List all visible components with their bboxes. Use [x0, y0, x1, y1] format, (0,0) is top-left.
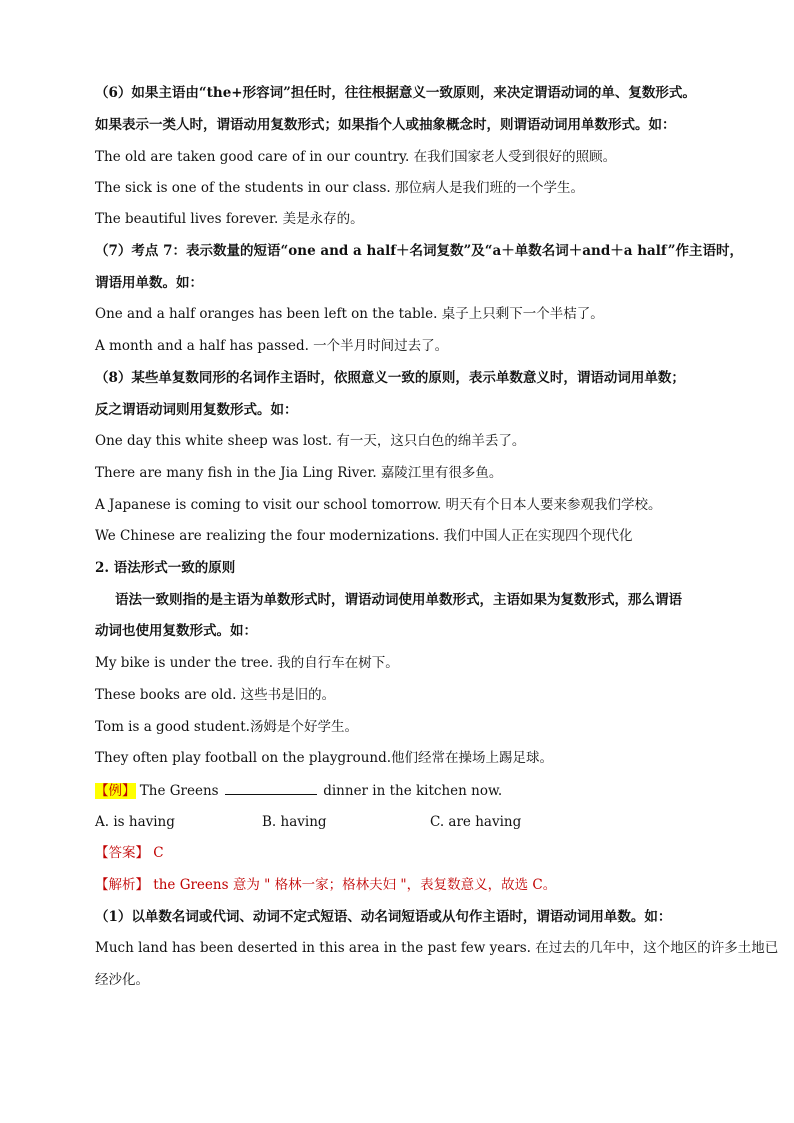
- example-post: dinner in the kitchen now.: [323, 783, 503, 799]
- answer-blank: [225, 780, 317, 795]
- example-g-3: Tom is a good student.汤姆是个好学生。: [95, 719, 358, 735]
- answer-line: [95, 843, 164, 863]
- rule-8-line-1: （8）某些单复数同形的名词作主语时，依照意义一致的原则，表示单数意义时，谓语动词用单数；: [95, 370, 685, 386]
- section-heading-2: 2. 语法形式一致的原则: [95, 560, 236, 576]
- example-8-4: We Chinese are realizing the four modernizations. 我们中国人正在实现四个现代化: [95, 528, 633, 544]
- grammar-rule-line-2: 动词也使用复数形式。如：: [95, 623, 257, 639]
- example-g-4: They often play football on the playground.他们经常在操场上踢足球。: [95, 750, 554, 766]
- example-1-1: Much land has been deserted in this area in the past few years. 在过去的几年中，这个地区的许多土地已: [95, 940, 779, 956]
- example-8-3: A Japanese is coming to visit our school tomorrow. 明天有个日本人要来参观我们学校。: [95, 497, 662, 513]
- example-g-1: My bike is under the tree. 我的自行车在树下。: [95, 655, 399, 671]
- example-7-2: A month and a half has passed. 一个半月时间过去了。: [95, 338, 449, 354]
- example-6-1: The old are taken good care of in our country. 在我们国家老人受到很好的照顾。: [95, 149, 617, 165]
- analysis-line: [95, 875, 556, 895]
- rule-8-line-2: 反之谓语动词则用复数形式。如：: [95, 402, 298, 418]
- example-6-2: The sick is one of the students in our class. 那位病人是我们班的一个学生。: [95, 180, 584, 196]
- example-1-2: 经沙化。: [95, 972, 149, 988]
- example-question: [95, 780, 502, 801]
- rule-1-line-1: （1）以单数名词或代词、动词不定式短语、动名词短语或从句作主语时，谓语动词用单数。如：: [95, 909, 672, 925]
- answer-tag: 【答案】: [95, 845, 149, 861]
- option-b: B. having: [262, 814, 327, 830]
- answer-value: C: [153, 845, 164, 861]
- example-pre: The Greens: [139, 783, 219, 799]
- example-6-3: The beautiful lives forever. 美是永存的。: [95, 211, 364, 227]
- rule-7-line-1: （7）考点 7：表示数量的短语“one and a half＋名词复数”及“a＋单数名词＋and＋a half”作主语时，: [95, 243, 743, 259]
- rule-6-line-1: （6）如果主语由“the+形容词”担任时，往往根据意义一致原则，来决定谓语动词的单、复数形式。: [95, 85, 696, 101]
- analysis-tag: 【解析】: [95, 877, 149, 893]
- example-g-2: These books are old. 这些书是旧的。: [95, 687, 336, 703]
- example-tag: 【例】: [95, 783, 136, 799]
- analysis-text: the Greens 意为 " 格林一家；格林夫妇 "，表复数意义，故选 C。: [153, 877, 557, 893]
- rule-6-line-2: 如果表示一类人时，谓语动用复数形式；如果指个人或抽象概念时，则谓语动词用单数形式。如：: [95, 117, 676, 133]
- example-8-2: There are many fish in the Jia Ling River. 嘉陵江里有很多鱼。: [95, 465, 503, 481]
- rule-7-line-2: 谓语用单数。如：: [95, 275, 203, 291]
- example-7-1: One and a half oranges has been left on the table. 桌子上只剩下一个半桔了。: [95, 306, 604, 322]
- example-8-1: One day this white sheep was lost. 有一天，这只白色的绵羊丢了。: [95, 433, 526, 449]
- option-a: A. is having: [95, 814, 175, 830]
- option-c: C. are having: [430, 814, 522, 830]
- grammar-rule-line-1: 语法一致则指的是主语为单数形式时，谓语动词使用单数形式，主语如果为复数形式，那么谓语: [115, 592, 682, 608]
